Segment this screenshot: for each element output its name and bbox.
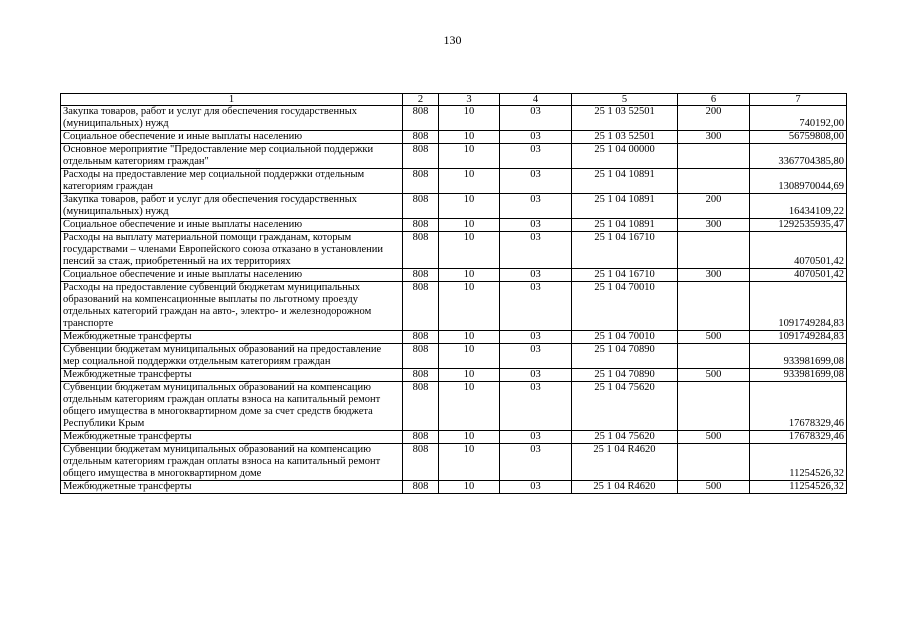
- target-article-cell: 25 1 04 16710: [572, 269, 678, 282]
- ministry-code-cell: 808: [403, 282, 439, 331]
- subsection-code-cell: 03: [500, 282, 572, 331]
- subsection-code-cell: 03: [500, 481, 572, 494]
- target-article-cell: 25 1 04 10891: [572, 194, 678, 219]
- amount-cell: 740192,00: [750, 106, 847, 131]
- section-code-cell: 10: [439, 481, 500, 494]
- ministry-code-cell: 808: [403, 331, 439, 344]
- ministry-code-cell: 808: [403, 106, 439, 131]
- expense-type-cell: [678, 169, 750, 194]
- subsection-code-cell: 03: [500, 106, 572, 131]
- ministry-code-cell: 808: [403, 269, 439, 282]
- subsection-code-cell: 03: [500, 269, 572, 282]
- expense-type-cell: [678, 382, 750, 431]
- expense-type-cell: [678, 444, 750, 481]
- expense-name-cell: Межбюджетные трансферты: [61, 431, 403, 444]
- target-article-cell: 25 1 03 52501: [572, 106, 678, 131]
- subsection-code-cell: 03: [500, 219, 572, 232]
- header-cell-7: 7: [750, 94, 847, 106]
- subsection-code-cell: 03: [500, 382, 572, 431]
- expense-type-cell: [678, 232, 750, 269]
- target-article-cell: 25 1 04 R4620: [572, 481, 678, 494]
- target-article-cell: 25 1 04 75620: [572, 431, 678, 444]
- target-article-cell: 25 1 04 70010: [572, 282, 678, 331]
- ministry-code-cell: 808: [403, 194, 439, 219]
- ministry-code-cell: 808: [403, 444, 439, 481]
- ministry-code-cell: 808: [403, 144, 439, 169]
- expense-name-cell: Межбюджетные трансферты: [61, 331, 403, 344]
- section-code-cell: 10: [439, 344, 500, 369]
- target-article-cell: 25 1 04 70890: [572, 344, 678, 369]
- subsection-code-cell: 03: [500, 232, 572, 269]
- target-article-cell: 25 1 04 10891: [572, 169, 678, 194]
- target-article-cell: 25 1 04 70010: [572, 331, 678, 344]
- table-row: [61, 219, 847, 232]
- expense-name-cell: Социальное обеспечение и иные выплаты населению: [61, 131, 403, 144]
- expense-type-cell: [678, 344, 750, 369]
- expense-type-cell: 500: [678, 331, 750, 344]
- table-row: [61, 106, 847, 131]
- target-article-cell: 25 1 03 52501: [572, 131, 678, 144]
- expense-name-cell: Закупка товаров, работ и услуг для обеспечения государственных (муниципальных) нужд: [61, 194, 403, 219]
- table-row: [61, 481, 847, 494]
- amount-cell: 4070501,42: [750, 232, 847, 269]
- expense-type-cell: 200: [678, 194, 750, 219]
- amount-cell: 1308970044,69: [750, 169, 847, 194]
- target-article-cell: 25 1 04 75620: [572, 382, 678, 431]
- table-row: [61, 282, 847, 331]
- ministry-code-cell: 808: [403, 431, 439, 444]
- expense-name-cell: Закупка товаров, работ и услуг для обеспечения государственных (муниципальных) нужд: [61, 106, 403, 131]
- table-row: [61, 331, 847, 344]
- page-number: 130: [443, 33, 462, 47]
- table-row: [61, 232, 847, 269]
- header-cell-2: 2: [403, 94, 439, 106]
- header-cell-6: 6: [678, 94, 750, 106]
- expense-name-cell: Основное мероприятие "Предоставление мер социальной поддержки отдельным категориям граждан": [61, 144, 403, 169]
- expense-name-cell: Социальное обеспечение и иные выплаты населению: [61, 219, 403, 232]
- section-code-cell: 10: [439, 194, 500, 219]
- expense-name-cell: Субвенции бюджетам муниципальных образований на компенсацию отдельным категориям граждан оплаты взноса на капитальный ремонт общего имущества в многоквартирном доме за счет средств бюджета Республики Крым: [61, 382, 403, 431]
- ministry-code-cell: 808: [403, 481, 439, 494]
- expense-name-cell: Расходы на выплату материальной помощи гражданам, которым государствами – членами Европейского союза отказано в установлении пенсий за стаж, приобретенный на их территориях: [61, 232, 403, 269]
- section-code-cell: 10: [439, 131, 500, 144]
- section-code-cell: 10: [439, 232, 500, 269]
- amount-cell: 11254526,32: [750, 444, 847, 481]
- amount-cell: 17678329,46: [750, 431, 847, 444]
- header-cell-5: 5: [572, 94, 678, 106]
- subsection-code-cell: 03: [500, 431, 572, 444]
- amount-cell: 16434109,22: [750, 194, 847, 219]
- ministry-code-cell: 808: [403, 382, 439, 431]
- header-cell-3: 3: [439, 94, 500, 106]
- expense-name-cell: Расходы на предоставление субвенций бюджетам муниципальных образований на компенсационные выплаты по льготному проезду отдельных категорий граждан на авто-, электро- и железнодорожном транспорте: [61, 282, 403, 331]
- table-row: [61, 382, 847, 431]
- table-row: [61, 369, 847, 382]
- section-code-cell: 10: [439, 106, 500, 131]
- subsection-code-cell: 03: [500, 194, 572, 219]
- table-row: [61, 444, 847, 481]
- target-article-cell: 25 1 04 70890: [572, 369, 678, 382]
- section-code-cell: 10: [439, 369, 500, 382]
- section-code-cell: 10: [439, 382, 500, 431]
- ministry-code-cell: 808: [403, 344, 439, 369]
- table-row: [61, 269, 847, 282]
- section-code-cell: 10: [439, 144, 500, 169]
- section-code-cell: 10: [439, 444, 500, 481]
- expense-name-cell: Субвенции бюджетам муниципальных образований на предоставление мер социальной поддержки отдельным категориям граждан: [61, 344, 403, 369]
- header-cell-4: 4: [500, 94, 572, 106]
- expense-name-cell: Расходы на предоставление мер социальной поддержки отдельным категориям граждан: [61, 169, 403, 194]
- expense-type-cell: [678, 144, 750, 169]
- expense-type-cell: 300: [678, 131, 750, 144]
- subsection-code-cell: 03: [500, 131, 572, 144]
- target-article-cell: 25 1 04 16710: [572, 232, 678, 269]
- expense-type-cell: 500: [678, 369, 750, 382]
- table-row: [61, 169, 847, 194]
- table-row: [61, 344, 847, 369]
- expense-name-cell: Межбюджетные трансферты: [61, 369, 403, 382]
- section-code-cell: 10: [439, 282, 500, 331]
- section-code-cell: 10: [439, 269, 500, 282]
- amount-cell: 1091749284,83: [750, 282, 847, 331]
- ministry-code-cell: 808: [403, 369, 439, 382]
- expense-type-cell: [678, 282, 750, 331]
- expense-type-cell: 200: [678, 106, 750, 131]
- amount-cell: 17678329,46: [750, 382, 847, 431]
- table-row: [61, 144, 847, 169]
- table-row: [61, 431, 847, 444]
- subsection-code-cell: 03: [500, 444, 572, 481]
- section-code-cell: 10: [439, 169, 500, 194]
- amount-cell: 1091749284,83: [750, 331, 847, 344]
- amount-cell: 933981699,08: [750, 344, 847, 369]
- target-article-cell: 25 1 04 R4620: [572, 444, 678, 481]
- expense-name-cell: Межбюджетные трансферты: [61, 481, 403, 494]
- expense-type-cell: 300: [678, 219, 750, 232]
- section-code-cell: 10: [439, 219, 500, 232]
- amount-cell: 56759808,00: [750, 131, 847, 144]
- header-cell-1: 1: [61, 94, 403, 106]
- section-code-cell: 10: [439, 431, 500, 444]
- amount-cell: 3367704385,80: [750, 144, 847, 169]
- subsection-code-cell: 03: [500, 344, 572, 369]
- amount-cell: 11254526,32: [750, 481, 847, 494]
- ministry-code-cell: 808: [403, 219, 439, 232]
- ministry-code-cell: 808: [403, 169, 439, 194]
- ministry-code-cell: 808: [403, 232, 439, 269]
- expense-name-cell: Социальное обеспечение и иные выплаты населению: [61, 269, 403, 282]
- expense-type-cell: 300: [678, 269, 750, 282]
- subsection-code-cell: 03: [500, 169, 572, 194]
- section-code-cell: 10: [439, 331, 500, 344]
- amount-cell: 1292535935,47: [750, 219, 847, 232]
- expense-name-cell: Субвенции бюджетам муниципальных образований на компенсацию отдельным категориям граждан оплаты взноса на капитальный ремонт общего имущества в многоквартирном доме: [61, 444, 403, 481]
- subsection-code-cell: 03: [500, 369, 572, 382]
- target-article-cell: 25 1 04 00000: [572, 144, 678, 169]
- ministry-code-cell: 808: [403, 131, 439, 144]
- amount-cell: 933981699,08: [750, 369, 847, 382]
- expense-type-cell: 500: [678, 481, 750, 494]
- budget-table: [60, 93, 847, 494]
- expense-type-cell: 500: [678, 431, 750, 444]
- table-row: [61, 131, 847, 144]
- subsection-code-cell: 03: [500, 144, 572, 169]
- table-row: [61, 194, 847, 219]
- target-article-cell: 25 1 04 10891: [572, 219, 678, 232]
- amount-cell: 4070501,42: [750, 269, 847, 282]
- table-header-row: [61, 94, 847, 106]
- subsection-code-cell: 03: [500, 331, 572, 344]
